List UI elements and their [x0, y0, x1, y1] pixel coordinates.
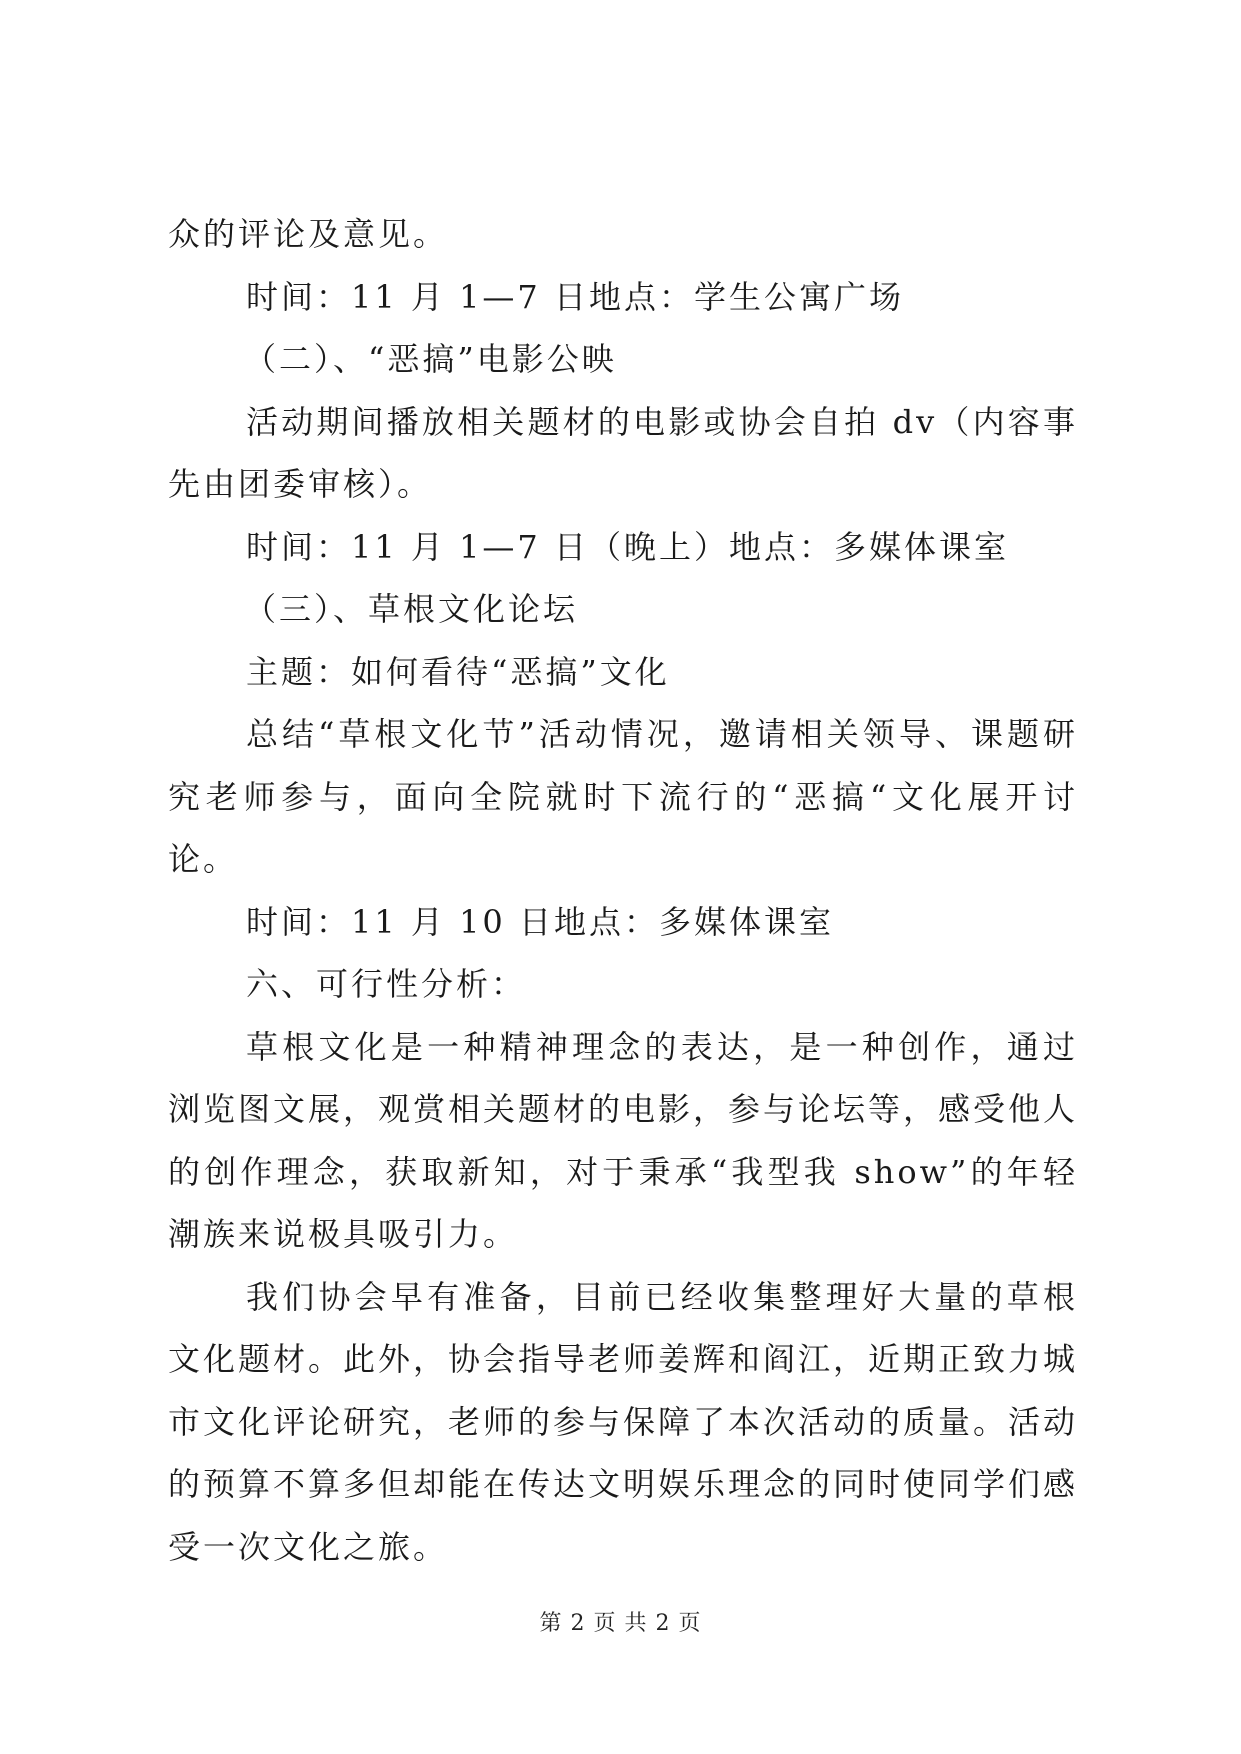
paragraph-movie-description: 活动期间播放相关题材的电影或协会自拍 dv（内容事先由团委审核）。 — [168, 402, 1078, 503]
paragraph-continuation: 众的评论及意见。 — [168, 215, 449, 253]
section-heading-feasibility: 六、可行性分析： — [246, 965, 527, 1003]
paragraph-time-location-3: 时间：11 月 10 日地点：多媒体课室 — [246, 902, 834, 941]
paragraph-time-location-2: 时间：11 月 1—7 日（晚上）地点：多媒体课室 — [246, 527, 1009, 566]
paragraph-feasibility-2: 我们协会早有准备，目前已经收集整理好大量的草根文化题材。此外，协会指导老师姜辉和阎江，近期正致力城市文化评论研究，老师的参与保障了本次活动的质量。活动的预算不算多但却能在传达文明娱乐理念的同时使同学们感受一次文化之旅。 — [168, 1277, 1079, 1566]
section-heading-forum: （三）、草根文化论坛 — [244, 590, 579, 628]
section-heading-movie: （二）、“恶搞”电影公映 — [244, 340, 617, 378]
document-body — [168, 203, 1078, 1578]
paragraph-feasibility-1: 草根文化是一种精神理念的表达，是一种创作，通过浏览图文展，观赏相关题材的电影，参与论坛等，感受他人的创作理念，获取新知，对于秉承“我型我 show”的年轻潮族来说极具吸引力。 — [168, 1027, 1079, 1253]
page-footer: 第 2 页 共 2 页 — [539, 1611, 702, 1636]
paragraph-forum-theme: 主题：如何看待“恶搞”文化 — [246, 652, 670, 691]
paragraph-forum-description: 总结“草根文化节”活动情况，邀请相关领导、课题研究老师参与，面向全院就时下流行的“恶搞“文化展开讨论。 — [168, 715, 1078, 878]
paragraph-time-location-1: 时间：11 月 1—7 日地点：学生公寓广场 — [246, 277, 904, 316]
